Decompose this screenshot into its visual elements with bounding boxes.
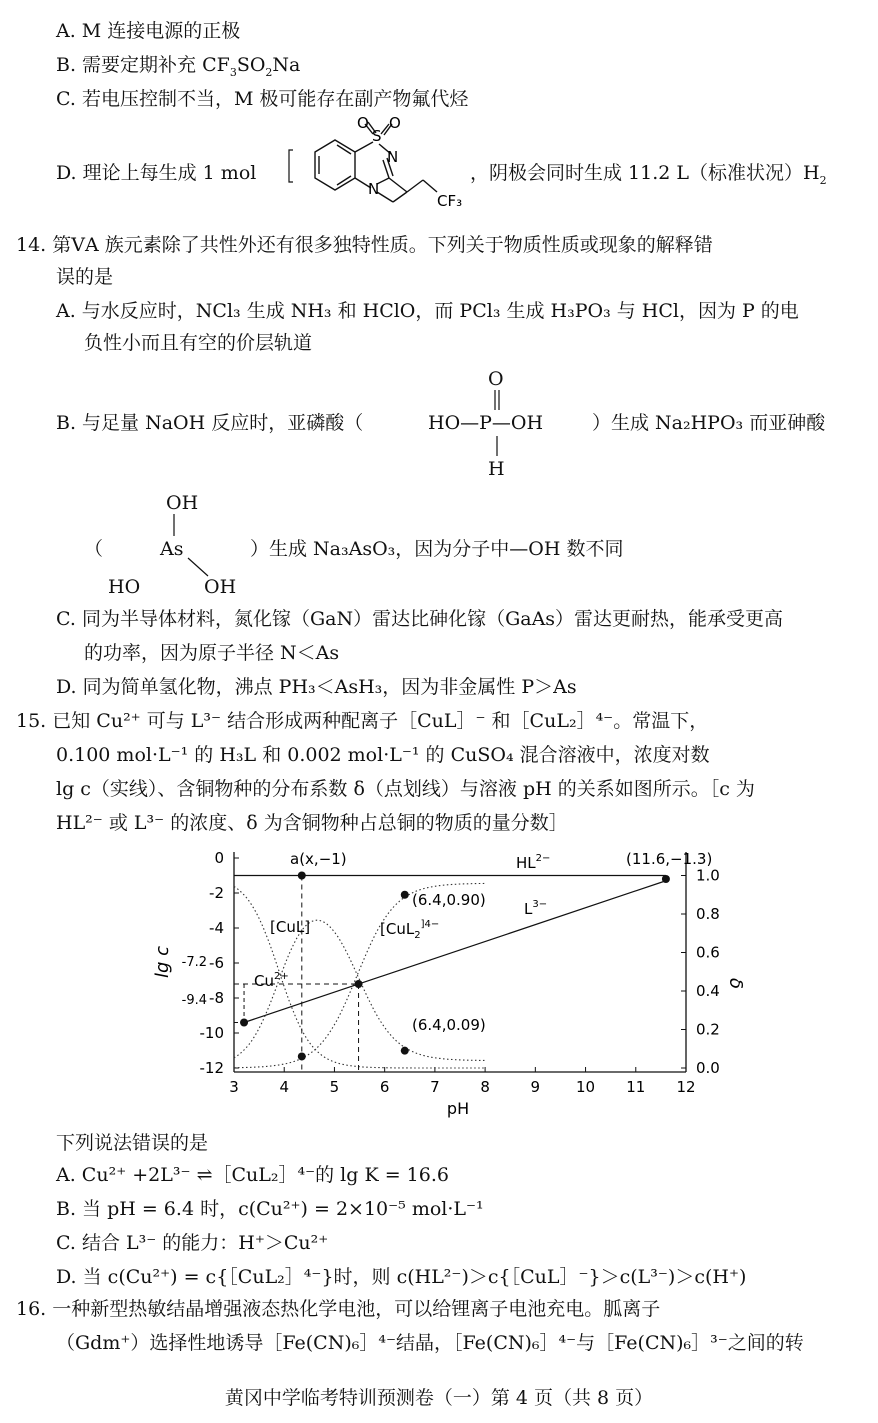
- data-point: [355, 980, 363, 988]
- q14-option-b-post: ）生成 Na₂HPO₃ 而亚砷酸: [592, 412, 826, 434]
- q15-stem-line4: HL²⁻ 或 L³⁻ 的浓度、δ 为含铜物种占总铜的物质的量分数］: [56, 812, 568, 834]
- q15-ask: 下列说法错误的是: [56, 1132, 209, 1154]
- y-tick-extra-9.4: -9.4: [181, 993, 207, 1008]
- data-point: [298, 872, 306, 880]
- q13-option-d-pre: D. 理论上每生成 1 mol: [56, 162, 257, 184]
- q15-option-a: A. Cu²⁺ +2L³⁻ ⇌［CuL₂］⁴⁻的 lg K = 16.6: [56, 1164, 449, 1186]
- y2-tick-label: 0.8: [696, 905, 720, 923]
- phosphorous-acid-o: O: [488, 368, 504, 390]
- q14-b2-open: （: [84, 538, 104, 560]
- lgc-delta-ph-chart: [150, 840, 750, 1120]
- q15-stem-line3: lg c（实线）、含铜物种的分布系数 δ（点划线）与溶液 pH 的关系如图所示。［c 为: [56, 778, 755, 800]
- mol-n2: N: [368, 180, 380, 198]
- y-tick-label: -2: [209, 884, 224, 902]
- series-label-cul2: [CuL$_2^{]4-}$: [380, 919, 440, 941]
- q14-b2-post: ）生成 Na₃AsO₃，因为分子中—OH 数不同: [250, 538, 624, 560]
- q15-stem-line1: 15. 已知 Cu²⁺ 可与 L³⁻ 结合形成两种配离子［CuL］⁻ 和［CuL₂］⁴⁻。常温下，: [16, 710, 709, 732]
- series-label-l3: $L^{3-}$: [524, 899, 548, 918]
- arsenous-acid-ho: HO: [108, 576, 141, 598]
- series-label-cu2: $Cu^{2+}$: [254, 971, 289, 990]
- q13-option-c: C. 若电压控制不当，M 极可能存在副产物氟代烃: [56, 88, 469, 110]
- x-tick-label: 4: [279, 1078, 289, 1096]
- series-label-hl2: $HL^{2-}$: [516, 853, 551, 872]
- x-tick-label: 6: [379, 1078, 390, 1096]
- q15-option-b: B. 当 pH = 6.4 时，c(Cu²⁺) = 2×10⁻⁵ mol·L⁻¹: [56, 1198, 484, 1220]
- data-point: [298, 1052, 306, 1060]
- y2-axis-label: δ: [725, 978, 746, 990]
- x-tick-label: 7: [430, 1078, 440, 1096]
- mol-o1: O: [357, 116, 369, 132]
- annotation-pt-11.6: (11.6,−1.3): [626, 850, 713, 868]
- q15-option-d: D. 当 c(Cu²⁺) = c{［CuL₂］⁴⁻}时，则 c(HL²⁻)＞c{［CuL］⁻}＞c(L³⁻)＞c(H⁺): [56, 1266, 747, 1288]
- q13-option-b: B. 需要定期补充 $CF_3SO_2Na$: [56, 54, 301, 79]
- y-tick-label: 0: [214, 849, 224, 867]
- x-tick-label: 10: [576, 1078, 596, 1096]
- data-point: [401, 1047, 409, 1055]
- y2-tick-label: 0.4: [696, 982, 720, 1000]
- y-tick-label: -6: [209, 954, 224, 972]
- y-tick-label: -8: [209, 989, 224, 1007]
- q14-option-c-line1: C. 同为半导体材料，氮化镓（GaN）雷达比砷化镓（GaAs）雷达更耐热，能承受更高: [56, 608, 784, 630]
- mol-o2: O: [389, 116, 401, 132]
- y2-tick-label: 1.0: [696, 866, 720, 885]
- q14-option-b-pre: B. 与足量 NaOH 反应时，亚磷酸（: [56, 412, 364, 434]
- q14-option-a-line2: 负性小而且有空的价层轨道: [84, 332, 313, 354]
- q16-line1: 16. 一种新型热敏结晶增强液态热化学电池，可以给锂离子电池充电。胍离子: [16, 1298, 661, 1320]
- q14-option-a-line1: A. 与水反应时，NCl₃ 生成 NH₃ 和 HClO，而 PCl₃ 生成 H₃PO₃ 与 HCl，因为 P 的电: [56, 300, 799, 322]
- q14-option-c-line2: 的功率，因为原子半径 N＜As: [84, 642, 340, 664]
- arsenous-acid-oh-top: OH: [166, 492, 199, 514]
- phosphorous-acid-chain: HO—P—OH: [428, 412, 544, 434]
- data-point: [240, 1019, 248, 1027]
- x-tick-label: 12: [676, 1078, 696, 1096]
- x-tick-label: 8: [480, 1078, 490, 1096]
- data-point: [662, 875, 670, 883]
- q15-option-c: C. 结合 L³⁻ 的能力：H⁺＞Cu²⁺: [56, 1232, 329, 1254]
- q16-line2: （Gdm⁺）选择性地诱导［Fe(CN)₆］⁴⁻结晶，［Fe(CN)₆］⁴⁻与［Fe(CN)₆］³⁻之间的转: [56, 1332, 804, 1354]
- y-tick-label: -10: [199, 1024, 224, 1042]
- arsenous-acid-oh: OH: [204, 576, 237, 598]
- mol-n1: N: [387, 148, 399, 166]
- series-cul-curve: [234, 920, 485, 1060]
- series-label-cul: [CuL]: [270, 918, 311, 936]
- mol-cf3: CF₃: [437, 192, 463, 210]
- arsenous-acid-as: As: [160, 538, 184, 560]
- q13-option-d-post: ，阴极会同时生成 11.2 L（标准状况）$H_2$: [470, 162, 827, 187]
- benzothiadiazine-structure: [285, 116, 485, 216]
- y-axis-label: lg c: [152, 945, 173, 978]
- q14-stem-line1: 14. 第ⅤA 族元素除了共性外还有很多独特性质。下列关于物质性质或现象的解释错: [16, 234, 713, 256]
- arsenous-acid-bonds: [160, 510, 230, 580]
- x-tick-label: 5: [329, 1078, 340, 1096]
- q14-option-d: D. 同为简单氢化物，沸点 PH₃＜AsH₃，因为非金属性 P＞As: [56, 676, 577, 698]
- q15-stem-line2: 0.100 mol·L⁻¹ 的 H₃L 和 0.002 mol·L⁻¹ 的 CuSO₄ 混合溶液中，浓度对数: [56, 744, 710, 766]
- annotation-pt-6.4-0.90: (6.4,0.90): [412, 891, 486, 909]
- phosphorous-acid-h: H: [488, 458, 505, 480]
- annotation-pt-6.4-0.09: (6.4,0.09): [412, 1016, 486, 1034]
- x-axis-label: pH: [446, 1099, 470, 1118]
- annotation-a: a(x,−1): [290, 850, 347, 868]
- y-tick-extra-7.2: -7.2: [181, 955, 207, 970]
- x-tick-label: 11: [626, 1078, 646, 1096]
- phosphorous-acid-bonds: [488, 388, 508, 460]
- q13-option-a: A. M 连接电源的正极: [56, 20, 241, 42]
- x-tick-label: 3: [229, 1078, 239, 1096]
- q14-stem-line2: 误的是: [56, 266, 114, 288]
- page-footer: 黄冈中学临考特训预测卷（一）第 4 页（共 8 页）: [224, 1387, 654, 1409]
- y2-tick-label: 0.0: [696, 1059, 720, 1077]
- y2-tick-label: 0.6: [696, 943, 720, 962]
- data-point: [401, 891, 409, 899]
- x-tick-label: 9: [530, 1078, 541, 1096]
- y2-tick-label: 0.2: [696, 1020, 720, 1039]
- mol-s: S: [372, 127, 382, 145]
- y-tick-label: -12: [199, 1059, 224, 1077]
- y-tick-label: -4: [209, 919, 224, 937]
